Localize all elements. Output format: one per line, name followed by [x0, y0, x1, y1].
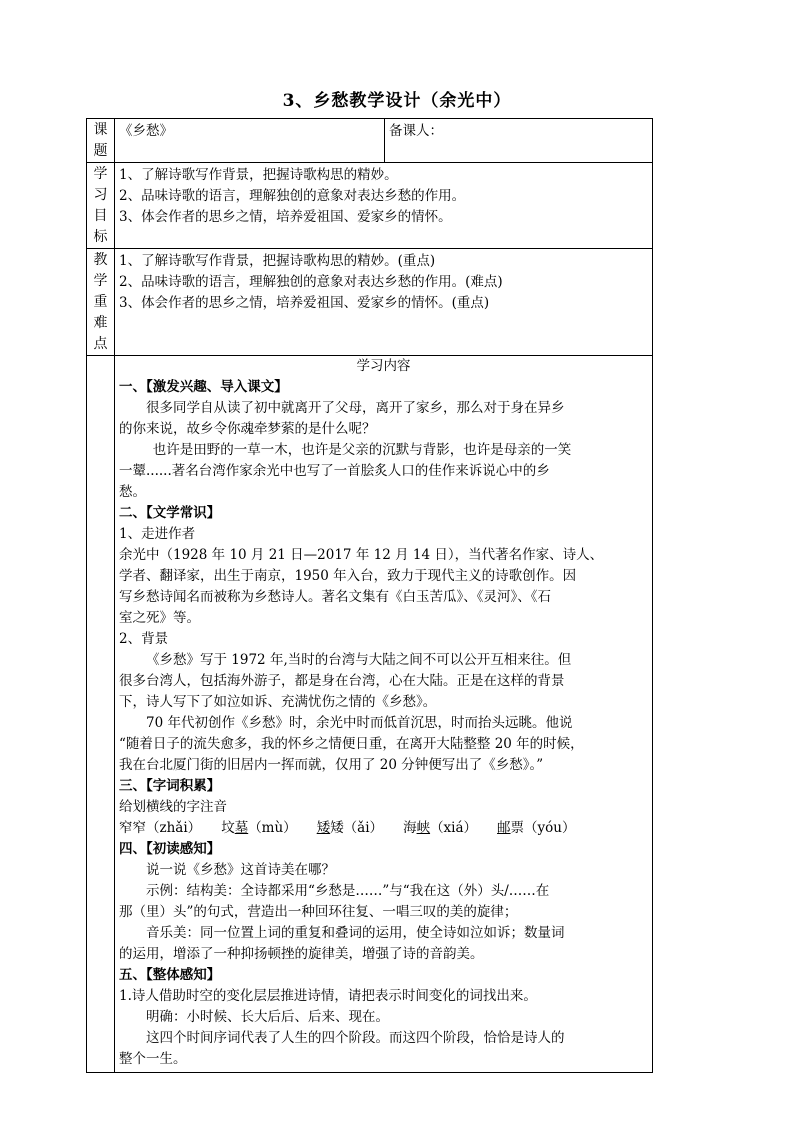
key-point-item: 3、体会作者的思乡之情，培养爱祖国、爱家乡的情怀。(重点) [119, 295, 490, 311]
header-char: 习 [93, 187, 108, 203]
subheading: 2、背景 [119, 631, 169, 647]
answer: 明确：小时候、长大后后、后来、现在。 [146, 1009, 389, 1025]
pinyin-item: 矮矮（ǎi） [316, 820, 384, 836]
lesson-plan-table [86, 118, 653, 1073]
paragraph-line: 室之死》等。 [119, 610, 200, 626]
row-goals [87, 163, 653, 249]
instruction: 给划横线的字注音 [119, 799, 227, 815]
header-char: 重 [93, 294, 108, 310]
row-key-points [87, 249, 653, 356]
question: 1.诗人借助时空的变化层层推进诗情，请把表示时间变化的词找出来。 [119, 988, 537, 1004]
pinyin-item: 坟墓（mù） [221, 820, 297, 836]
paragraph-line: 愁。 [119, 484, 146, 500]
subheading: 1、走进作者 [119, 526, 196, 542]
header-char: 目 [93, 208, 108, 224]
header-char: 点 [93, 336, 108, 352]
paragraph-line: “随着日子的流失愈多，我的怀乡之情便日重，在离开大陆整整 20 年的时候， [119, 736, 584, 752]
header-char: 教 [93, 252, 108, 268]
header-char: 学 [93, 166, 108, 182]
paragraph-line: 的你来说，故乡令你魂牵梦萦的是什么呢？ [119, 421, 376, 437]
paragraph-line: 的运用，增添了一种抑扬顿挫的旋律美，增强了诗的音韵美。 [119, 946, 484, 962]
paragraph-line: 整个一生。 [119, 1051, 187, 1067]
section-1-title: 一、【激发兴趣、导入课文】 [119, 379, 288, 395]
pinyin-item: 窄窄（zhǎi） [119, 820, 202, 836]
paragraph-line: 我在台北厦门街的旧居内一挥而就，仅用了 20 分钟便写出了《乡愁》。” [119, 757, 544, 773]
content-cell [115, 356, 653, 1073]
paragraph-line: 这四个时间序词代表了人生的四个阶段。而这四个阶段，恰恰是诗人的 [146, 1030, 565, 1046]
header-goals [87, 163, 115, 249]
content-heading: 学习内容 [356, 358, 411, 374]
pinyin-item: 海峡（xiá） [403, 820, 478, 836]
topic-cell [115, 119, 385, 163]
section-5-title: 五、【整体感知】 [119, 967, 221, 983]
topic-value: 《乡愁》 [119, 123, 173, 139]
paragraph-line: 很多同学自从读了初中就离开了父母，离开了家乡，那么对于身在异乡 [146, 400, 565, 416]
header-char: 学 [93, 273, 108, 289]
header-key-points [87, 249, 115, 356]
content-side-cell [87, 356, 115, 1073]
paragraph-line: 学者、翻译家，出生于南京，1950 年入台，致力于现代主义的诗歌创作。因 [119, 568, 577, 584]
document-title: 3、乡愁教学设计（余光中） [282, 91, 512, 111]
key-points-cell [115, 249, 653, 356]
preparer-label: 备课人： [389, 123, 443, 139]
header-char: 题 [93, 143, 108, 159]
header-topic [87, 119, 115, 163]
goal-item: 1、了解诗歌写作背景，把握诗歌构思的精妙。 [119, 167, 398, 183]
key-point-item: 2、品味诗歌的语言，理解独创的意象对表达乡愁的作用。(难点) [119, 274, 503, 290]
paragraph-line: 很多台湾人，包括海外游子，都是身在台湾，心在大陆。正是在这样的背景 [119, 673, 565, 689]
preparer-cell [385, 119, 653, 163]
header-char: 难 [93, 315, 108, 331]
paragraph-line: 余光中（1928 年 10 月 21 日—2017 年 12 月 14 日），当代著名作家、诗人、 [119, 547, 604, 563]
paragraph-line: 那（里）头”的句式，营造出一种回环往复、一唱三叹的美的旋律； [119, 904, 518, 920]
pinyin-item: 邮票（yóu） [497, 820, 576, 836]
section-2-title: 二、【文学常识】 [119, 505, 221, 521]
paragraph-line: 下，诗人写下了如泣如诉、充满忧伤之情的《乡愁》。 [119, 694, 437, 710]
paragraph-line: 音乐美：同一位置上词的重复和叠词的运用，使全诗如泣如诉；数量词 [146, 925, 565, 941]
goal-item: 3、体会作者的思乡之情，培养爱祖国、爱家乡的情怀。 [119, 209, 452, 225]
header-char: 课 [93, 122, 108, 138]
section-3-title: 三、【字词积累】 [119, 778, 221, 794]
pinyin-list [119, 818, 648, 839]
row-topic [87, 119, 653, 163]
goals-cell [115, 163, 653, 249]
row-content [87, 356, 653, 1073]
header-char: 标 [93, 229, 108, 245]
question: 说一说《乡愁》这首诗美在哪？ [146, 862, 335, 878]
paragraph-line: 示例：结构美：全诗都采用“乡愁是……”与“我在这（外）头/……在 [146, 883, 550, 899]
paragraph-line: 也许是田野的一草一木，也许是父亲的沉默与背影，也许是母亲的一笑 [152, 442, 572, 458]
key-point-item: 1、了解诗歌写作背景，把握诗歌构思的精妙。(重点) [119, 253, 436, 269]
section-4-title: 四、【初读感知】 [119, 841, 221, 857]
goal-item: 2、品味诗歌的语言，理解独创的意象对表达乡愁的作用。 [119, 188, 466, 204]
paragraph-line: 写乡愁诗闻名而被称为乡愁诗人。著名文集有《白玉苦瓜》、《灵河》、《石 [119, 589, 551, 605]
paragraph-line: 70 年代初创作《乡愁》时，余光中时而低首沉思，时而抬头远眺。他说 [146, 715, 573, 731]
paragraph-line: 《乡愁》写于 1972 年,当时的台湾与大陆之间不可以公开互相来往。但 [146, 652, 572, 668]
paragraph-line: 一颦......著名台湾作家余光中也写了一首脍炙人口的佳作来诉说心中的乡 [119, 463, 550, 479]
